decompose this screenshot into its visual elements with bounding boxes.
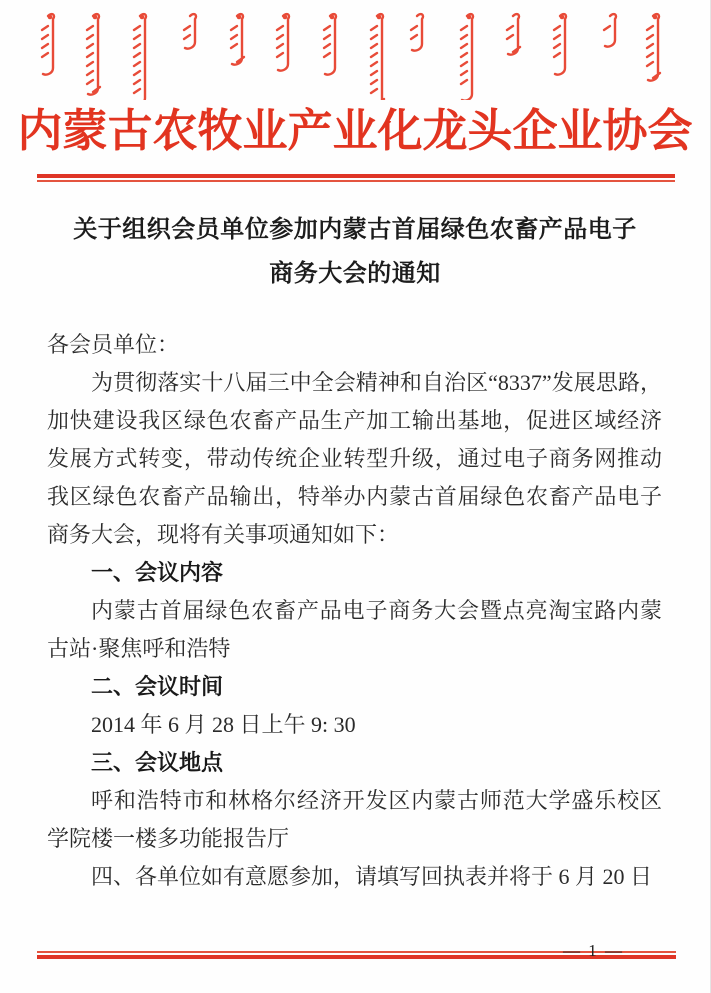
paragraph: 2014 年 6 月 28 日上午 9: 30 [91, 712, 356, 737]
paragraph: 各会员单位： [47, 332, 180, 357]
paragraph: 呼和浩特市和林格尔经济开发区内蒙古师范大学盛乐校区学院楼一楼多功能报告厅 [47, 788, 662, 851]
doc-title [40, 208, 670, 296]
document-body [47, 326, 662, 896]
doc-title-line1: 关于组织会员单位参加内蒙古首届绿色农畜产品电子 [73, 217, 637, 243]
footer-rule [37, 941, 676, 960]
section-heading: 二、会议时间 [91, 674, 224, 699]
header-rule-thick [37, 174, 675, 178]
doc-title-line2: 商务大会的通知 [269, 261, 441, 287]
paragraph: 内蒙古首届绿色农畜产品电子商务大会暨点亮淘宝路内蒙古站·聚焦呼和浩特 [47, 598, 662, 661]
org-title: 内蒙古农牧业产业化龙头企业协会 [17, 106, 693, 156]
mongolian-script [0, 6, 711, 100]
header-rule [37, 174, 675, 182]
paragraph: 为贯彻落实十八届三中全会精神和自治区“8337”发展思路，加快建设我区绿色农畜产品生产加工输出基地，促进区域经济发展方式转变，带动传统企业转型升级，通过电子商务网推动我区绿色农畜产品输出，特举办内蒙古首届绿色农畜产品电子商务大会，现将有关事项通知如下： [47, 370, 662, 547]
section-heading: 三、会议地点 [91, 750, 224, 775]
paragraph: 四、各单位如有意愿参加，请填写回执表并将于 6 月 20 日 [91, 864, 653, 889]
page-number: — 1 — [563, 941, 624, 960]
header-rule-thin [37, 180, 675, 182]
letterhead [0, 0, 710, 182]
section-heading: 一、会议内容 [91, 560, 224, 585]
